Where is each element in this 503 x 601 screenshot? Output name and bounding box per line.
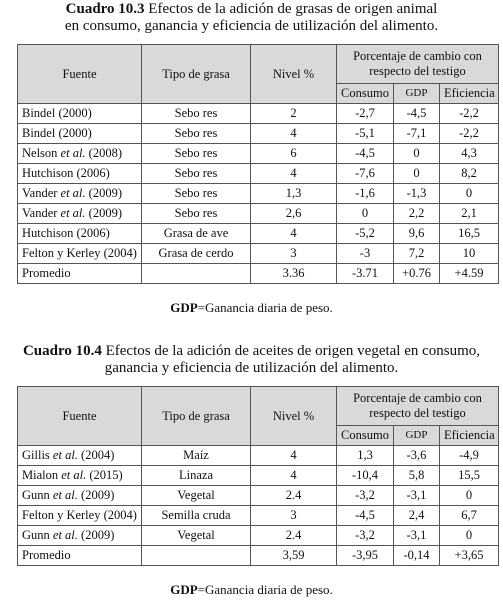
table2: [17, 386, 499, 566]
cell-empty: [142, 264, 251, 284]
cell-fuente: Vander et al. (2009): [18, 204, 142, 224]
table-row: [18, 244, 499, 264]
cell-eficiencia: 4,3: [440, 144, 499, 164]
header-gdp: GDP: [394, 84, 440, 104]
table2-footnote: GDP=Ganancia diaria de peso.: [170, 582, 333, 597]
cell-fuente: Hutchison (2006): [18, 164, 142, 184]
cell-tipo: Sebo res: [142, 204, 251, 224]
cell-fuente: Bindel (2000): [18, 124, 142, 144]
cell-nivel: 4: [251, 164, 337, 184]
table-row: [18, 204, 499, 224]
cell-tipo: Sebo res: [142, 144, 251, 164]
cell-gdp: -7,1: [394, 124, 440, 144]
cell-eficiencia: +3,65: [440, 546, 499, 566]
cell-nivel: 4: [251, 224, 337, 244]
cell-nivel: 3: [251, 244, 337, 264]
cell-consumo: 1,3: [337, 446, 394, 466]
table-row: [18, 144, 499, 164]
table-row: [18, 466, 499, 486]
table-row: [18, 164, 499, 184]
cell-nivel: 3: [251, 506, 337, 526]
cell-fuente: Nelson et al. (2008): [18, 144, 142, 164]
table-row: [18, 184, 499, 204]
cell-eficiencia: 8,2: [440, 164, 499, 184]
cell-gdp: -3,1: [394, 486, 440, 506]
promedio-row: [18, 264, 499, 284]
cell-eficiencia: 15,5: [440, 466, 499, 486]
table-row: [18, 124, 499, 144]
cell-consumo: -7,6: [337, 164, 394, 184]
cell-tipo: Vegetal: [142, 526, 251, 546]
cell-tipo: Grasa de ave: [142, 224, 251, 244]
cell-fuente: Mialon et al. (2015): [18, 466, 142, 486]
cell-consumo: -3,2: [337, 526, 394, 546]
cell-gdp: 9,6: [394, 224, 440, 244]
cell-nivel: 4: [251, 466, 337, 486]
cell-empty: [142, 546, 251, 566]
header-consumo: Consumo: [337, 84, 394, 104]
cell-fuente: Felton y Kerley (2004): [18, 506, 142, 526]
cell-fuente: Gunn et al. (2009): [18, 526, 142, 546]
table2-title-line2: ganancia y eficiencia de utilización del alimento.: [104, 360, 399, 376]
cell-gdp: 5,8: [394, 466, 440, 486]
table-row: [18, 486, 499, 506]
cell-consumo: -1,6: [337, 184, 394, 204]
cell-consumo: -5,2: [337, 224, 394, 244]
cell-fuente: Vander et al. (2009): [18, 184, 142, 204]
cell-eficiencia: 0: [440, 526, 499, 546]
cell-consumo: -4,5: [337, 506, 394, 526]
cell-eficiencia: -4,9: [440, 446, 499, 466]
cell-gdp: -3,6: [394, 446, 440, 466]
header-tipo: Tipo de grasa: [142, 387, 251, 446]
header-fuente: Fuente: [18, 387, 142, 446]
cell-gdp: -3,1: [394, 526, 440, 546]
header-nivel: Nivel %: [251, 45, 337, 104]
cell-eficiencia: 2,1: [440, 204, 499, 224]
cell-nivel: 3,59: [251, 546, 337, 566]
header-tipo: Tipo de grasa: [142, 45, 251, 104]
cell-tipo: Maíz: [142, 446, 251, 466]
cell-gdp: 0: [394, 144, 440, 164]
cell-fuente: Felton y Kerley (2004): [18, 244, 142, 264]
cell-consumo: 0: [337, 204, 394, 224]
cell-tipo: Sebo res: [142, 184, 251, 204]
cell-consumo: -2,7: [337, 104, 394, 124]
cell-consumo: -3,95: [337, 546, 394, 566]
table-row: [18, 446, 499, 466]
cell-fuente: Bindel (2000): [18, 104, 142, 124]
cell-tipo: Linaza: [142, 466, 251, 486]
cell-tipo: Sebo res: [142, 164, 251, 184]
cell-gdp: -4,5: [394, 104, 440, 124]
table1-caption: [0, 1, 503, 35]
cell-tipo: Semilla cruda: [142, 506, 251, 526]
cell-consumo: -5,1: [337, 124, 394, 144]
header-eficiencia: Eficiencia: [440, 426, 499, 446]
cell-gdp: 2,2: [394, 204, 440, 224]
table2-title-line1: Efectos de la adición de aceites de origen vegetal en consumo,: [105, 343, 481, 359]
table1: [17, 44, 499, 284]
header-nivel: Nivel %: [251, 387, 337, 446]
cell-eficiencia: -2,2: [440, 104, 499, 124]
header-eficiencia: Eficiencia: [440, 84, 499, 104]
header-fuente: Fuente: [18, 45, 142, 104]
table2-label: Cuadro 10.4: [22, 343, 102, 359]
cell-eficiencia: 6,7: [440, 506, 499, 526]
promedio-row: [18, 546, 499, 566]
cell-tipo: Sebo res: [142, 124, 251, 144]
table1-title-line1: Efectos de la adición de grasas de origen animal: [148, 1, 438, 17]
cell-nivel: 2.4: [251, 486, 337, 506]
cell-nivel: 2: [251, 104, 337, 124]
cell-gdp: +0.76: [394, 264, 440, 284]
cell-gdp: -0,14: [394, 546, 440, 566]
cell-gdp: 7,2: [394, 244, 440, 264]
cell-eficiencia: 0: [440, 184, 499, 204]
table1-title-line2: en consumo, ganancia y eficiencia de utilización del alimento.: [64, 18, 439, 34]
cell-eficiencia: +4.59: [440, 264, 499, 284]
cell-nivel: 2.4: [251, 526, 337, 546]
cell-nivel: 3.36: [251, 264, 337, 284]
cell-tipo: Grasa de cerdo: [142, 244, 251, 264]
table1-label: Cuadro 10.3: [65, 1, 145, 17]
cell-nivel: 4: [251, 446, 337, 466]
cell-consumo: -10,4: [337, 466, 394, 486]
table-row: [18, 506, 499, 526]
table2-caption: [0, 343, 503, 377]
cell-fuente: Gillis et al. (2004): [18, 446, 142, 466]
cell-nivel: 1,3: [251, 184, 337, 204]
cell-consumo: -3,2: [337, 486, 394, 506]
cell-consumo: -3.71: [337, 264, 394, 284]
cell-eficiencia: -2,2: [440, 124, 499, 144]
header-consumo: Consumo: [337, 426, 394, 446]
header-group: Porcentaje de cambio con respecto del testigo: [337, 387, 499, 426]
cell-promedio-label: Promedio: [18, 264, 142, 284]
header-gdp: GDP: [394, 426, 440, 446]
cell-promedio-label: Promedio: [18, 546, 142, 566]
table-row: [18, 104, 499, 124]
cell-gdp: -1,3: [394, 184, 440, 204]
header-group: Porcentaje de cambio con respecto del testigo: [337, 45, 499, 84]
cell-nivel: 4: [251, 124, 337, 144]
table-row: [18, 224, 499, 244]
cell-nivel: 2,6: [251, 204, 337, 224]
cell-tipo: Sebo res: [142, 104, 251, 124]
cell-eficiencia: 10: [440, 244, 499, 264]
cell-eficiencia: 0: [440, 486, 499, 506]
cell-eficiencia: 16,5: [440, 224, 499, 244]
table-row: [18, 526, 499, 546]
cell-consumo: -4,5: [337, 144, 394, 164]
cell-gdp: 2,4: [394, 506, 440, 526]
cell-tipo: Vegetal: [142, 486, 251, 506]
table1-footnote: GDP=Ganancia diaria de peso.: [170, 300, 333, 315]
cell-fuente: Hutchison (2006): [18, 224, 142, 244]
cell-fuente: Gunn et al. (2009): [18, 486, 142, 506]
cell-gdp: 0: [394, 164, 440, 184]
cell-nivel: 6: [251, 144, 337, 164]
cell-consumo: -3: [337, 244, 394, 264]
